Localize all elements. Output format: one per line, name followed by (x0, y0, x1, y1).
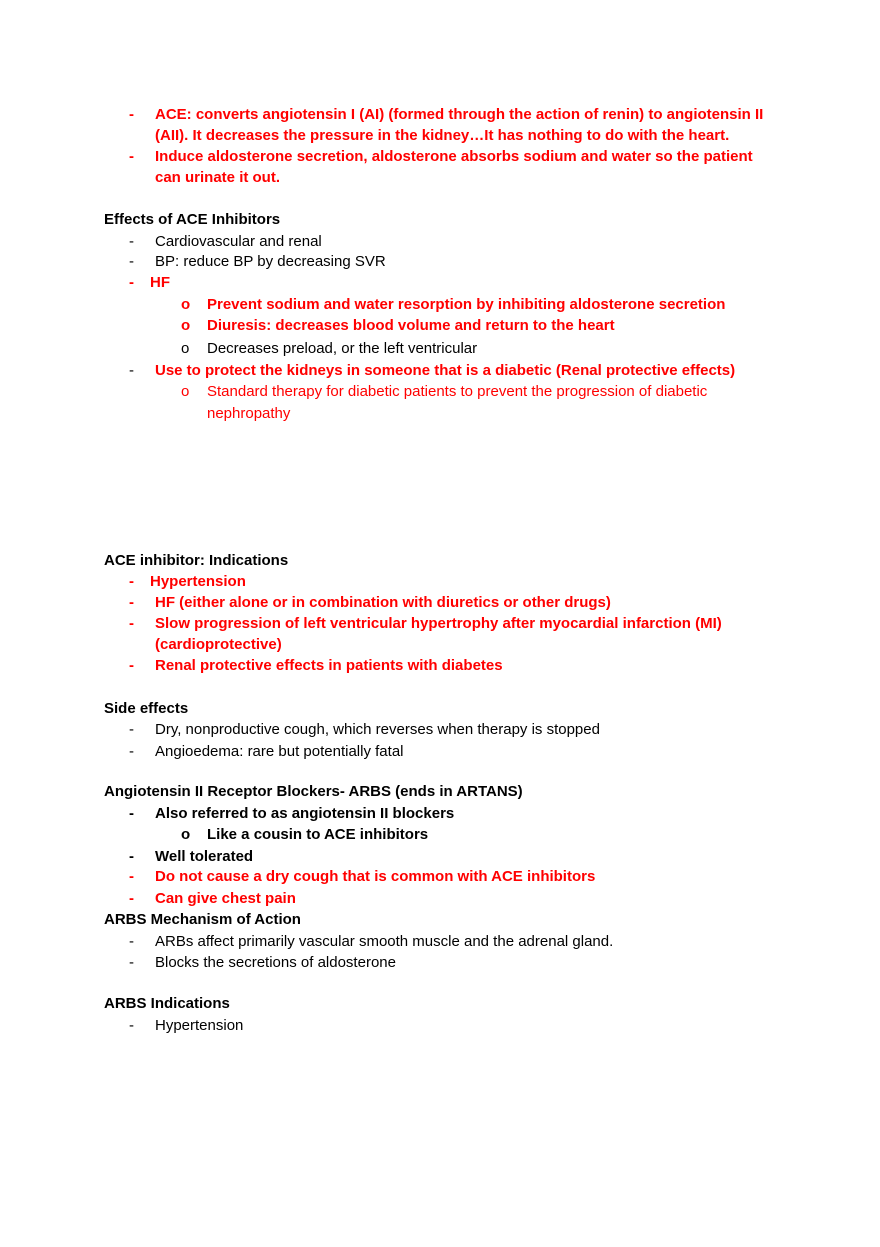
circle-bullet: o (181, 340, 190, 357)
effects-item: Cardiovascular and renal (155, 233, 322, 250)
indications-heading: ACE inhibitor: Indications (104, 552, 289, 569)
dash-marker: - (129, 721, 134, 738)
dash-marker: - (129, 274, 134, 291)
dash-marker: - (129, 868, 134, 885)
circle-bullet: o (181, 826, 191, 843)
arbs-item: Can give chest pain (155, 890, 296, 907)
mechanism-item-2-line-2: can urinate it out. (155, 169, 281, 186)
dash-marker: - (129, 954, 134, 971)
dash-marker: - (129, 743, 134, 760)
circle-bullet: o (181, 296, 191, 313)
arbs-item: Also referred to as angiotensin II blockers (155, 805, 455, 822)
arbs-indication-item: Hypertension (155, 1017, 244, 1034)
side-effect-item: Angioedema: rare but potentially fatal (155, 743, 404, 760)
dash-marker: - (129, 805, 134, 822)
renal-sub-line-2: nephropathy (207, 405, 291, 422)
arbs-heading: Angiotensin II Receptor Blockers- ARBS (ends in ARTANS) (104, 783, 523, 800)
dash-marker: - (129, 106, 134, 123)
indication-item: Slow progression of left ventricular hypertrophy after myocardial infarction (MI) (155, 615, 722, 632)
effects-item: BP: reduce BP by decreasing SVR (155, 253, 386, 270)
dash-marker: - (129, 615, 134, 632)
circle-bullet: o (181, 317, 191, 334)
arbs-moa-heading: ARBS Mechanism of Action (104, 911, 301, 928)
renal-item: Use to protect the kidneys in someone that is a diabetic (Renal protective effects) (155, 362, 736, 379)
dash-marker: - (129, 253, 134, 270)
dash-marker: - (129, 657, 134, 674)
arbs-moa-item: Blocks the secretions of aldosterone (155, 954, 396, 971)
dash-marker: - (129, 594, 134, 611)
renal-sub-line-1: Standard therapy for diabetic patients to prevent the progression of diabetic (207, 383, 708, 400)
indication-item: HF (either alone or in combination with diuretics or other drugs) (155, 594, 611, 611)
dash-marker: - (129, 1017, 134, 1034)
indication-item: Renal protective effects in patients with diabetes (155, 657, 503, 674)
dash-marker: - (129, 573, 134, 590)
hf-sub-item: Diuresis: decreases blood volume and return to the heart (207, 317, 615, 334)
arbs-item: Well tolerated (155, 848, 254, 865)
dash-marker: - (129, 362, 134, 379)
mechanism-item-1-line-1: ACE: converts angiotensin I (AI) (formed through the action of renin) to angiotensin II (155, 106, 764, 123)
arbs-indications-heading: ARBS Indications (104, 995, 230, 1012)
arbs-item: Do not cause a dry cough that is common with ACE inhibitors (155, 868, 596, 885)
dash-marker: - (129, 233, 134, 250)
mechanism-item-2-line-1: Induce aldosterone secretion, aldosterone absorbs sodium and water so the patient (155, 148, 753, 165)
hf-sub-item: Prevent sodium and water resorption by inhibiting aldosterone secretion (207, 296, 726, 313)
dash-marker: - (129, 890, 134, 907)
arbs-sub-item: Like a cousin to ACE inhibitors (207, 826, 429, 843)
dash-marker: - (129, 148, 134, 165)
dash-marker: - (129, 848, 134, 865)
dash-marker: - (129, 933, 134, 950)
indication-item: Hypertension (150, 573, 246, 590)
arbs-moa-item: ARBs affect primarily vascular smooth muscle and the adrenal gland. (155, 933, 614, 950)
hf-sub-item: Decreases preload, or the left ventricular (207, 340, 478, 357)
mechanism-item-1-line-2: (AII). It decreases the pressure in the kidney…It has nothing to do with the heart. (155, 127, 730, 144)
side-effect-item: Dry, nonproductive cough, which reverses when therapy is stopped (155, 721, 600, 738)
effects-item-hf: HF (150, 274, 170, 291)
effects-heading: Effects of ACE Inhibitors (104, 211, 281, 228)
side-effects-heading: Side effects (104, 700, 189, 717)
indication-item-cont: (cardioprotective) (155, 636, 282, 653)
circle-bullet: o (181, 383, 190, 400)
